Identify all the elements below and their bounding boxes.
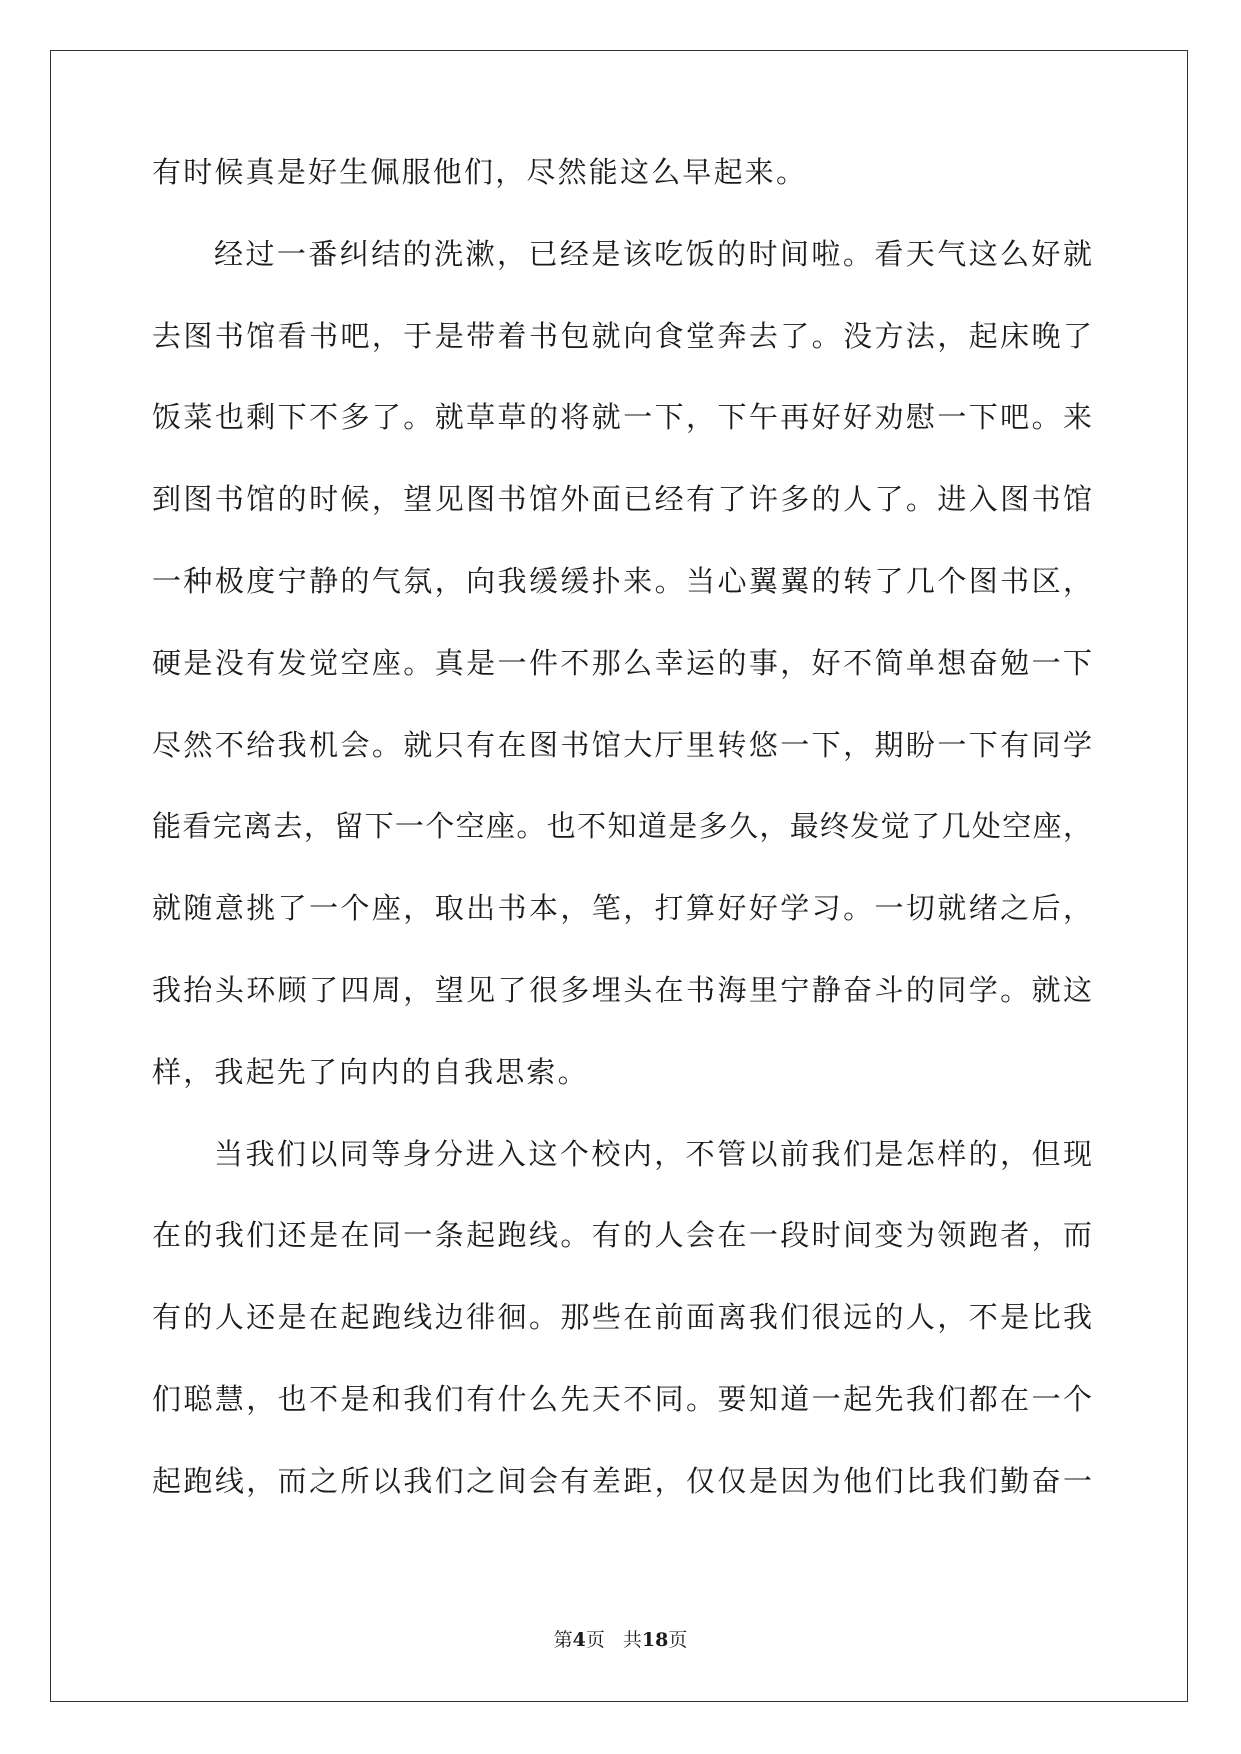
page-label-suffix: 页 — [585, 1629, 605, 1651]
text-line: 饭菜也剩下不多了。就草草的将就一下，下午再好好劝慰一下吧。来 — [152, 400, 1092, 435]
page-label-prefix: 第 — [553, 1629, 573, 1651]
text-line: 去图书馆看书吧，于是带着书包就向食堂奔去了。没方法，起床晚了 — [152, 318, 1092, 353]
text-line: 硬是没有发觉空座。真是一件不那么幸运的事，好不简单想奋勉一下 — [152, 645, 1092, 680]
text-line: 尽然不给我机会。就只有在图书馆大厅里转悠一下，期盼一下有同学 — [152, 727, 1092, 762]
text-line: 我抬头环顾了四周，望见了很多埋头在书海里宁静奋斗的同学。就这 — [152, 972, 1092, 1007]
page-footer — [0, 1628, 1241, 1652]
document-body — [152, 154, 1092, 1545]
text-line: 能看完离去，留下一个空座。也不知道是多久，最终发觉了几处空座， — [152, 809, 1092, 844]
text-line: 在的我们还是在同一条起跑线。有的人会在一段时间变为领跑者，而 — [152, 1218, 1092, 1253]
text-line: 样，我起先了向内的自我思索。 — [152, 1054, 589, 1089]
text-line: 经过一番纠结的洗漱，已经是该吃饭的时间啦。看天气这么好就 — [214, 236, 1092, 271]
text-line: 到图书馆的时候，望见图书馆外面已经有了许多的人了。进入图书馆 — [152, 482, 1092, 517]
page-number: 4 — [572, 1629, 586, 1651]
text-line: 起跑线，而之所以我们之间会有差距，仅仅是因为他们比我们勤奋一 — [152, 1463, 1092, 1498]
text-line: 有时候真是好生佩服他们，尽然能这么早起来。 — [152, 155, 808, 189]
text-line: 一种极度宁静的气氛，向我缓缓扑来。当心翼翼的转了几个图书区， — [152, 563, 1092, 598]
total-label-suffix: 页 — [668, 1629, 688, 1651]
text-line: 们聪慧，也不是和我们有什么先天不同。要知道一起先我们都在一个 — [152, 1381, 1092, 1416]
text-line: 有的人还是在起跑线边徘徊。那些在前面离我们很远的人，不是比我 — [152, 1300, 1092, 1335]
text-line: 当我们以同等身分进入这个校内，不管以前我们是怎样的，但现 — [214, 1136, 1092, 1171]
total-pages: 18 — [641, 1629, 669, 1651]
total-label-prefix: 共 — [622, 1629, 642, 1651]
text-line: 就随意挑了一个座，取出书本，笔，打算好好学习。一切就绪之后， — [152, 891, 1092, 926]
